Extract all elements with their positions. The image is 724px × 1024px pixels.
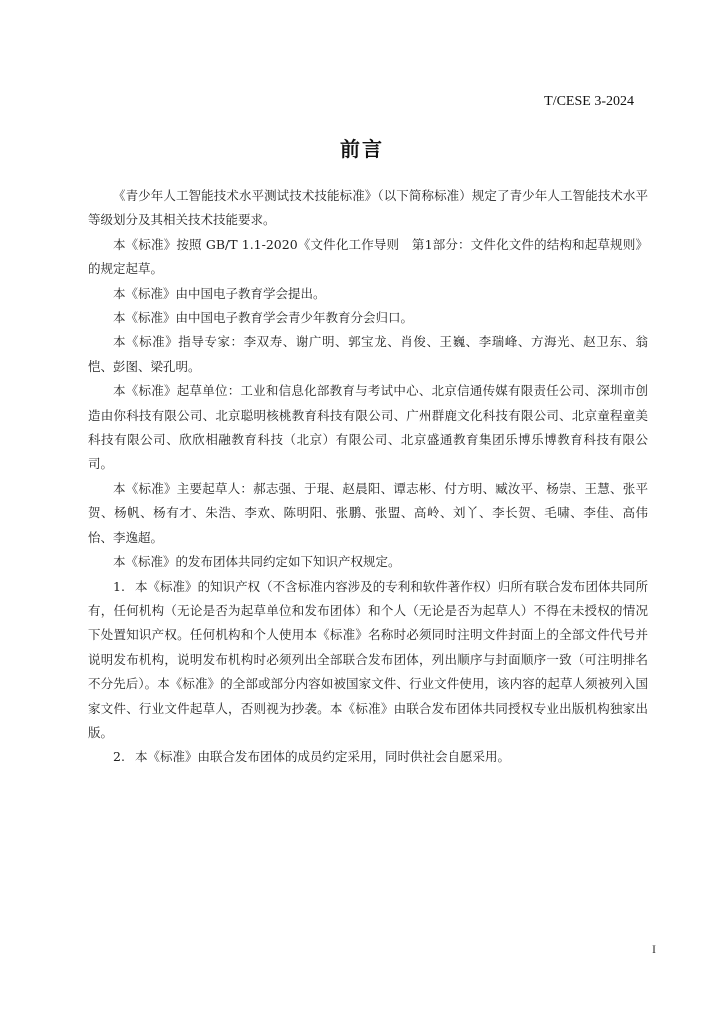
preface-body [88, 184, 648, 770]
paragraph: 本《标准》主要起草人：郝志强、于琨、赵晨阳、谭志彬、付方明、臧汝平、杨崇、王慧、张平贺、杨帆、杨有才、朱浩、李欢、陈明阳、张鹏、张盟、高岭、刘丫、李长贺、毛啸、李佳、高伟怡、李逸超。 [88, 480, 648, 545]
paragraph: 本《标准》指导专家：李双寿、谢广明、郭宝龙、肖俊、王巍、李瑞峰、方海光、赵卫东、翁恺、彭图、梁孔明。 [88, 334, 648, 374]
page-title: 前言 [340, 137, 384, 161]
paragraph: 本《标准》由中国电子教育学会提出。 [113, 285, 326, 301]
standard-code: T/CESE 3-2024 [544, 94, 634, 109]
page-number: I [652, 942, 656, 956]
item-number: 1. [113, 578, 125, 594]
paragraph: 本《标准》由中国电子教育学会青少年教育分会归口。 [113, 310, 414, 326]
item-text: 本《标准》的知识产权（不含标准内容涉及的专利和软件著作权）归所有联合发布团体共同所有，任何机构（无论是否为起草单位和发布团体）和个人（无论是否为起草人）不得在未授权的情况下处置知识产权。任何机构和个人使用本《标准》名称时必须同时注明文件封面上的全部文件代号并说明发布机构，说明发布机构时必须列出全部联合发布团体，列出顺序与封面顺序一致（可注明排名不分先后）。本《标准》的全部或部分内容如被国家文件、行业文件使用，该内容的起草人须被列入国家文件、行业文件起草人，否则视为抄袭。本《标准》由联合发布团体共同授权专业出版机构独家出版。 [88, 578, 648, 740]
paragraph: 《青少年人工智能技术水平测试技术技能标准》（以下简称标准）规定了青少年人工智能技术水平等级划分及其相关技术技能要求。 [88, 188, 648, 228]
item-text: 本《标准》由联合发布团体的成员约定采用，同时供社会自愿采用。 [135, 749, 511, 765]
numbered-item [88, 745, 648, 769]
paragraph: 本《标准》按照 GB/T 1.1-2020《文件化工作导则 第1部分：文件化文件的结构和起草规则》的规定起草。 [88, 236, 648, 277]
numbered-item [88, 575, 648, 746]
item-number: 2. [113, 749, 125, 765]
paragraph: 本《标准》的发布团体共同约定如下知识产权规定。 [113, 554, 401, 570]
paragraph: 本《标准》起草单位：工业和信息化部教育与考试中心、北京信通传媒有限责任公司、深圳市创造由你科技有限公司、北京聪明核桃教育科技有限公司、广州群鹿文化科技有限公司、北京童程童美科技有限公司、欣欣相融教育科技（北京）有限公司、北京盛通教育集团乐博乐博教育科技有限公司。 [88, 383, 648, 472]
